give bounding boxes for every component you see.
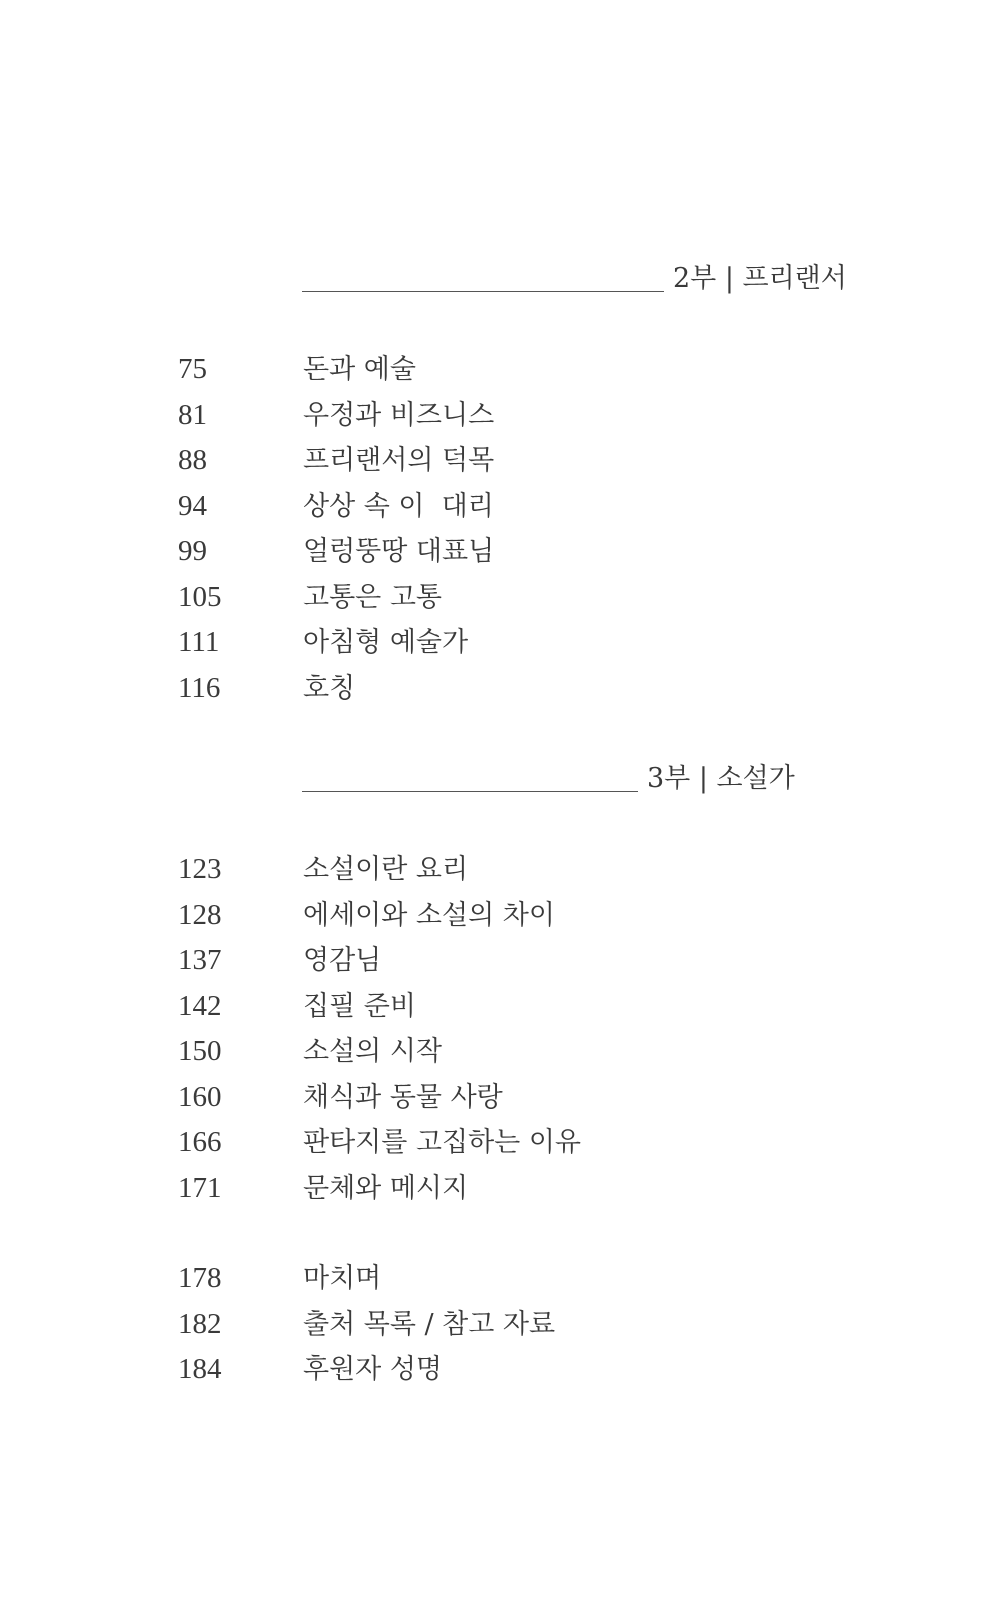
toc-entry-title: 소설이란 요리 — [303, 854, 469, 885]
toc-entry-title: 돈과 예술 — [303, 354, 416, 385]
part-3-header — [302, 756, 795, 795]
toc-entry-title: 아침형 예술가 — [303, 627, 469, 658]
toc-entry — [178, 484, 494, 530]
toc-entry-title: 고통은 고통 — [303, 581, 442, 613]
toc-page-number: 142 — [178, 989, 222, 1022]
part-3-toc-list — [178, 847, 581, 1211]
toc-entry — [178, 938, 581, 984]
section-rule — [302, 791, 638, 792]
toc-entry-title: 문체와 메시지 — [303, 1172, 469, 1204]
closing-toc-list — [178, 1256, 555, 1393]
part-2-header — [302, 256, 847, 295]
toc-entry — [178, 847, 581, 893]
toc-entry-title: 호칭 — [303, 672, 356, 704]
toc-page-number: 178 — [178, 1262, 222, 1294]
toc-entry-title: 우정과 비즈니스 — [303, 399, 495, 431]
part-2-toc-list — [178, 347, 494, 711]
toc-entry-title: 채식과 동물 사랑 — [303, 1081, 503, 1113]
toc-entry-title: 판타지를 고집하는 이유 — [303, 1127, 581, 1158]
toc-entry — [178, 347, 494, 393]
toc-entry — [178, 393, 494, 439]
toc-entry — [178, 1256, 555, 1302]
toc-entry — [178, 893, 581, 939]
toc-entry-title: 영감님 — [303, 945, 382, 976]
toc-entry-title: 소설의 시작 — [303, 1036, 442, 1067]
toc-entry — [178, 666, 494, 712]
toc-page-number: 105 — [178, 580, 222, 613]
toc-page-number: 182 — [178, 1307, 222, 1340]
toc-entry — [178, 1302, 555, 1348]
toc-entry-title: 집필 준비 — [303, 990, 416, 1022]
toc-entry — [178, 1166, 581, 1212]
toc-entry — [178, 438, 494, 484]
toc-page-number: 166 — [178, 1126, 222, 1158]
toc-page-number: 81 — [178, 398, 207, 431]
toc-page-number: 137 — [178, 944, 222, 976]
toc-entry-title: 에세이와 소설의 차이 — [303, 899, 555, 931]
toc-page-number: 123 — [178, 853, 222, 885]
toc-page-number: 88 — [178, 444, 207, 476]
toc-entry-title: 상상 속 이 대리 — [303, 490, 494, 522]
toc-page-number: 128 — [178, 898, 222, 931]
toc-entry-title: 출처 목록 / 참고 자료 — [303, 1308, 556, 1340]
toc-entry — [178, 620, 494, 666]
toc-page-number: 111 — [178, 626, 220, 658]
toc-page-number: 171 — [178, 1171, 222, 1204]
part-2-title: 2부 | 프리랜서 — [673, 263, 847, 294]
toc-entry-title: 후원자 성명 — [303, 1354, 442, 1385]
toc-entry-title: 마치며 — [303, 1263, 382, 1294]
part-3-title: 3부 | 소설가 — [647, 763, 795, 794]
toc-page-number: 150 — [178, 1035, 222, 1067]
toc-page-number: 75 — [178, 353, 207, 385]
toc-page-number: 116 — [178, 671, 221, 704]
toc-entry — [178, 575, 494, 621]
toc-entry-title: 프리랜서의 덕목 — [303, 445, 495, 476]
toc-entry — [178, 1029, 581, 1075]
toc-entry — [178, 529, 494, 575]
toc-entry — [178, 1075, 581, 1121]
toc-page-number: 160 — [178, 1080, 222, 1113]
toc-page-number: 99 — [178, 535, 207, 567]
toc-entry — [178, 1120, 581, 1166]
toc-page-number: 184 — [178, 1353, 222, 1385]
toc-entry — [178, 1347, 555, 1393]
toc-entry-title: 얼렁뚱땅 대표님 — [303, 536, 495, 567]
toc-entry — [178, 984, 581, 1030]
toc-page-number: 94 — [178, 489, 207, 522]
section-rule — [302, 291, 664, 292]
